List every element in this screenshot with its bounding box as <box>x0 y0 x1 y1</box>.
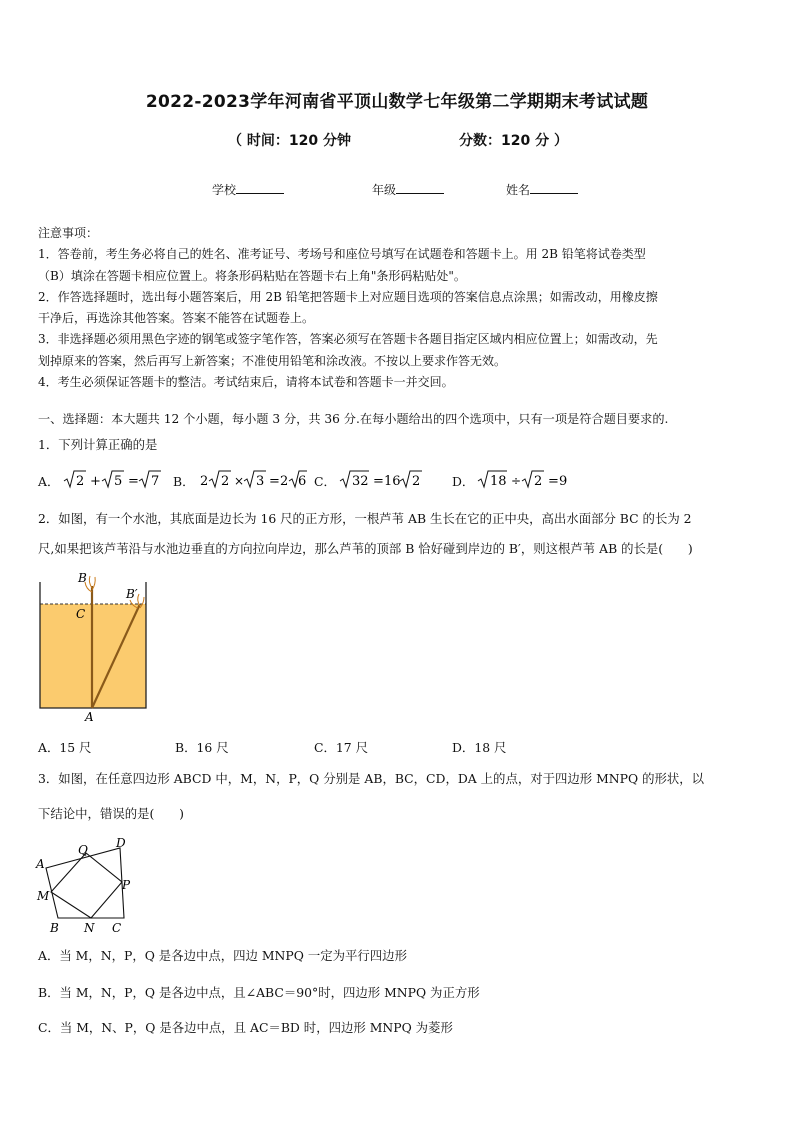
q2-stem-line1: 2．如图，有一个水池，其底面是边长为 16 尺的正方形，一根芦苇 AB 生长在它的正中央，高出水面部分 BC 的长为 2 <box>38 511 692 526</box>
grade-label: 年级 <box>372 183 397 197</box>
label-n: N <box>84 921 95 935</box>
q1-option-a-label: A． <box>38 474 60 489</box>
school-field <box>212 181 284 198</box>
svg-text:2: 2 <box>221 474 230 489</box>
name-field <box>506 181 578 198</box>
q1-option-c-formula <box>338 468 428 492</box>
q1-option-b <box>173 472 195 490</box>
label-p: P <box>122 878 131 892</box>
q1-option-d-formula <box>476 468 576 492</box>
svg-text:2: 2 <box>412 474 421 489</box>
notes-line: （B）填涂在答题卡相应位置上。将条形码粘贴在答题卡右上角"条形码粘贴处"。 <box>38 268 466 283</box>
quadrilateral-diagram <box>32 834 142 936</box>
q1-option-d <box>452 472 474 490</box>
q1-option-b-formula <box>198 468 308 492</box>
svg-text:+: + <box>90 474 101 489</box>
q1-option-c-label: C． <box>314 474 336 489</box>
label-b: B <box>78 571 87 585</box>
q3-option-b: B．当 M，N，P，Q 是各边中点，且∠ABC＝90°时，四边形 MNPQ 为正方形 <box>38 985 480 1000</box>
exam-time: （ 时间：120 分钟 <box>228 133 351 149</box>
q1-option-a-formula <box>62 468 162 492</box>
q3-option-a: A．当 M，N，P，Q 是各边中点，四边 MNPQ 一定为平行四边形 <box>38 948 407 963</box>
svg-text:3: 3 <box>256 474 265 489</box>
q1-option-b-label: B． <box>173 474 195 489</box>
q1-stem: 1．下列计算正确的是 <box>38 437 158 452</box>
svg-text:×: × <box>234 474 245 488</box>
exam-score: 分数：120 分 ） <box>459 133 568 149</box>
svg-text:=: = <box>373 474 384 489</box>
svg-text:=: = <box>128 474 139 489</box>
q2-option-c: C．17 尺 <box>314 740 368 755</box>
svg-text:2: 2 <box>534 474 543 489</box>
pool-diagram <box>30 568 160 726</box>
quadrilateral-mnpq <box>51 853 122 918</box>
svg-text:2: 2 <box>280 474 289 489</box>
svg-text:7: 7 <box>151 474 160 489</box>
label-d: D <box>116 836 126 850</box>
q3-option-c: C．当 M，N、P，Q 是各边中点，且 AC＝BD 时，四边形 MNPQ 为菱形 <box>38 1020 453 1035</box>
grade-field <box>372 181 444 198</box>
svg-text:2: 2 <box>200 474 209 489</box>
section-heading: 一、选择题：本大题共 12 个小题，每小题 3 分，共 36 分.在每小题给出的四个选项中，只有一项是符合题目要求的. <box>38 412 669 426</box>
label-a: A <box>36 857 45 871</box>
svg-text:2: 2 <box>76 474 85 489</box>
q2-stem-line2: 尺,如果把该芦苇沿与水池边垂直的方向拉向岸边，那么芦苇的顶部 B 恰好碰到岸边的 B′，则这根芦苇 AB 的长是( ) <box>38 541 693 556</box>
svg-text:18: 18 <box>490 474 507 489</box>
svg-text:9: 9 <box>559 474 568 489</box>
grade-blank <box>396 181 444 194</box>
svg-text:16: 16 <box>384 474 401 489</box>
notes-line: 3．非选择题必须用黑色字迹的钢笔或签字笔作答，答案必须写在答题卡各题目指定区域内相应位置上；如需改动，先 <box>38 332 658 347</box>
svg-text:6: 6 <box>298 474 307 489</box>
svg-text:32: 32 <box>352 474 369 489</box>
label-c: C <box>112 921 122 935</box>
label-b-prime: B′ <box>126 587 138 601</box>
label-q: Q <box>78 843 88 857</box>
q2-option-a: A．15 尺 <box>38 740 92 755</box>
q2-option-d: D．18 尺 <box>452 740 507 755</box>
svg-text:÷: ÷ <box>511 474 522 488</box>
svg-text:5: 5 <box>114 474 123 489</box>
label-m: M <box>37 889 50 903</box>
notes-line: 4．考生必须保证答题卡的整洁。考试结束后，请将本试卷和答题卡一并交回。 <box>38 375 454 390</box>
quadrilateral-abcd <box>46 848 124 918</box>
notes-heading: 注意事项： <box>38 226 99 240</box>
label-c: C <box>76 607 86 621</box>
q1-option-a <box>38 472 59 490</box>
q3-stem-line1: 3．如图，在任意四边形 ABCD 中，M，N，P，Q 分别是 AB，BC，CD，DA 上的点，对于四边形 MNPQ 的形状，以 <box>38 771 705 786</box>
svg-text:=: = <box>548 474 559 489</box>
school-blank <box>236 181 284 194</box>
notes-line: 干净后，再选涂其他答案。答案不能答在试题卷上。 <box>38 311 315 326</box>
name-label: 姓名 <box>506 183 531 197</box>
notes-line: 2．作答选择题时，选出每小题答案后，用 2B 铅笔把答题卡上对应题目选项的答案信息点涂黑；如需改动，用橡皮擦 <box>38 289 658 304</box>
q1-option-c <box>314 472 336 490</box>
school-label: 学校 <box>212 183 237 197</box>
q1-option-d-label: D． <box>452 474 475 489</box>
label-a: A <box>85 710 94 724</box>
name-blank <box>530 181 578 194</box>
label-b: B <box>50 921 59 935</box>
q3-stem-line2: 下结论中，错误的是( ) <box>38 806 184 821</box>
notes-line: 1．答卷前，考生务必将自己的姓名、准考证号、考场号和座位号填写在试题卷和答题卡上。用 2B 铅笔将试卷类型 <box>38 247 646 262</box>
q2-option-b: B．16 尺 <box>175 740 229 755</box>
svg-text:=: = <box>269 474 280 489</box>
notes-line: 划掉原来的答案，然后再写上新答案；不准使用铅笔和涂改液。不按以上要求作答无效。 <box>38 353 507 368</box>
page-title: 2022-2023学年河南省平顶山数学七年级第二学期期末考试试题 <box>145 92 649 112</box>
notes-block <box>38 223 758 393</box>
